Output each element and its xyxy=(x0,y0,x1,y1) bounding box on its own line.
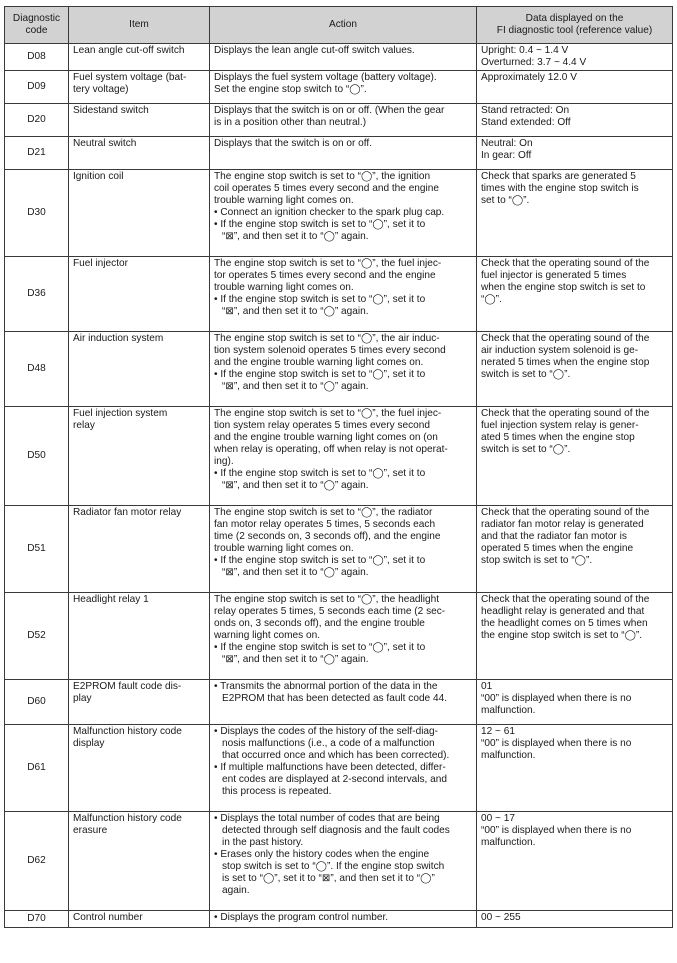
cell-line: Malfunction history code xyxy=(73,726,182,737)
cell-line: in the past history. xyxy=(222,837,304,848)
cell-line: malfunction. xyxy=(481,705,536,716)
diagnostic-code: D62 xyxy=(5,812,69,911)
cell-line: code xyxy=(25,25,48,36)
cell-line: Action xyxy=(328,19,358,30)
action-cell xyxy=(210,911,477,928)
cell-line: “00” is displayed when there is no xyxy=(481,738,632,749)
cell-line: this process is repeated. xyxy=(222,786,332,797)
cell-line: onds on, 3 seconds off), and the engine trouble xyxy=(214,618,425,629)
data-cell xyxy=(477,911,673,928)
cell-line: malfunction. xyxy=(481,750,536,761)
action-cell xyxy=(210,812,477,911)
action-cell xyxy=(210,71,477,104)
cell-line: • Connect an ignition checker to the spark plug cap. xyxy=(214,207,445,218)
cell-line: erasure xyxy=(73,825,108,836)
cell-line: is set to “◯”, set it to “⊠”, and then set it to “◯” xyxy=(222,873,435,884)
cell-line: fuel injector is generated 5 times xyxy=(481,270,627,281)
cell-line: nosis malfunctions (i.e., a code of a malfunction xyxy=(222,738,435,749)
data-cell xyxy=(477,407,673,506)
table-body xyxy=(5,44,673,928)
cell-line: play xyxy=(73,693,92,704)
header-action xyxy=(210,7,477,44)
cell-line: tery voltage) xyxy=(73,84,129,95)
cell-line: Set the engine stop switch to “◯”. xyxy=(214,84,367,95)
cell-line: radiator fan motor relay is generated xyxy=(481,519,644,530)
cell-line: operated 5 times when the engine xyxy=(481,543,634,554)
cell-line: warning light comes on. xyxy=(214,630,321,641)
cell-line: ent codes are displayed at 2-second intervals, and xyxy=(222,774,448,785)
cell-line: switch is set to “◯”. xyxy=(481,444,571,455)
diagnostic-code: D61 xyxy=(5,725,69,812)
diagnostic-code: D21 xyxy=(5,137,69,170)
cell-line: The engine stop switch is set to “◯”, the radiator xyxy=(214,507,433,518)
cell-line: headlight relay is generated and that xyxy=(481,606,645,617)
item-cell xyxy=(69,257,210,332)
cell-line: Upright: 0.4 ~ 1.4 V xyxy=(481,45,569,56)
data-cell xyxy=(477,725,673,812)
cell-line: The engine stop switch is set to “◯”, the headlight xyxy=(214,594,440,605)
cell-line: the headlight comes on 5 times when xyxy=(481,618,648,629)
cell-line: “⊠”, and then set it to “◯” again. xyxy=(222,381,369,392)
cell-line: Check that the operating sound of the xyxy=(481,594,650,605)
cell-line: 00 ~ 255 xyxy=(481,912,521,923)
action-cell xyxy=(210,137,477,170)
cell-line: “⊠”, and then set it to “◯” again. xyxy=(222,654,369,665)
table-row xyxy=(5,506,673,593)
data-cell xyxy=(477,812,673,911)
cell-line: Ignition coil xyxy=(73,171,124,182)
data-cell xyxy=(477,137,673,170)
diagnostic-table xyxy=(4,6,673,928)
cell-line: Fuel injection system xyxy=(73,408,168,419)
cell-line: again. xyxy=(222,885,250,896)
cell-line: air induction system solenoid is ge- xyxy=(481,345,639,356)
cell-line: “⊠”, and then set it to “◯” again. xyxy=(222,480,369,491)
item-cell xyxy=(69,407,210,506)
action-cell xyxy=(210,680,477,725)
cell-line: 01 xyxy=(481,681,493,692)
table-row xyxy=(5,137,673,170)
cell-line: Check that sparks are generated 5 xyxy=(481,171,636,182)
item-cell xyxy=(69,332,210,407)
cell-line: Air induction system xyxy=(73,333,164,344)
cell-line: nerated 5 times when the engine stop xyxy=(481,357,650,368)
cell-line: FI diagnostic tool (reference value) xyxy=(496,25,653,36)
cell-line: Stand retracted: On xyxy=(481,105,570,116)
cell-line: that occurred once and which has been corrected). xyxy=(222,750,450,761)
cell-line: relay xyxy=(73,420,95,431)
table-row xyxy=(5,170,673,257)
item-cell xyxy=(69,104,210,137)
cell-line: Item xyxy=(129,19,149,30)
cell-line: Displays the fuel system voltage (battery voltage). xyxy=(214,72,437,83)
cell-line: “00” is displayed when there is no xyxy=(481,825,632,836)
item-cell xyxy=(69,680,210,725)
data-cell xyxy=(477,593,673,680)
diagnostic-code: D08 xyxy=(5,44,69,71)
cell-line: • Erases only the history codes when the engine xyxy=(214,849,430,860)
cell-line: Radiator fan motor relay xyxy=(73,507,182,518)
cell-line: Check that the operating sound of the xyxy=(481,333,650,344)
table-row xyxy=(5,71,673,104)
cell-line: The engine stop switch is set to “◯”, the fuel injec- xyxy=(214,258,442,269)
item-cell xyxy=(69,170,210,257)
cell-line: The engine stop switch is set to “◯”, the air induc- xyxy=(214,333,440,344)
action-cell xyxy=(210,593,477,680)
item-cell xyxy=(69,137,210,170)
cell-line: tion system relay operates 5 times every second xyxy=(214,420,430,431)
cell-line: • If the engine stop switch is set to “◯”, set it to xyxy=(214,369,426,380)
cell-line: ated 5 times when the engine stop xyxy=(481,432,635,443)
cell-line: stop switch is set to “◯”. If the engine stop switch xyxy=(222,861,445,872)
cell-line: Overturned: 3.7 ~ 4.4 V xyxy=(481,57,587,68)
action-cell xyxy=(210,506,477,593)
table-row xyxy=(5,332,673,407)
cell-line: tion system solenoid operates 5 times every second xyxy=(214,345,446,356)
cell-line: is in a position other than neutral.) xyxy=(214,117,367,128)
cell-line: E2PROM fault code dis- xyxy=(73,681,182,692)
cell-line: Check that the operating sound of the xyxy=(481,258,650,269)
table-row xyxy=(5,407,673,506)
table-row xyxy=(5,104,673,137)
cell-line: relay operates 5 times, 5 seconds each time (2 sec- xyxy=(214,606,446,617)
header-data xyxy=(477,7,673,44)
cell-line: fan motor relay operates 5 times, 5 seconds each xyxy=(214,519,436,530)
data-cell xyxy=(477,170,673,257)
cell-line: when the engine stop switch is set to xyxy=(481,282,646,293)
data-cell xyxy=(477,506,673,593)
table-row xyxy=(5,44,673,71)
cell-line: • Displays the total number of codes that are being xyxy=(214,813,440,824)
cell-line: Stand extended: Off xyxy=(481,117,571,128)
diagnostic-code: D20 xyxy=(5,104,69,137)
cell-line: “⊠”, and then set it to “◯” again. xyxy=(222,306,369,317)
cell-line: Check that the operating sound of the xyxy=(481,408,650,419)
item-cell xyxy=(69,506,210,593)
cell-line: Neutral: On xyxy=(481,138,533,149)
cell-line: Fuel injector xyxy=(73,258,128,269)
diagnostic-code: D36 xyxy=(5,257,69,332)
item-cell xyxy=(69,71,210,104)
cell-line: “⊠”, and then set it to “◯” again. xyxy=(222,567,369,578)
cell-line: E2PROM that has been detected as fault code 44. xyxy=(222,693,448,704)
cell-line: Displays the lean angle cut-off switch values. xyxy=(214,45,415,56)
diagnostic-code: D51 xyxy=(5,506,69,593)
cell-line: ing). xyxy=(214,456,234,467)
diagnostic-code: D70 xyxy=(5,911,69,928)
cell-line: The engine stop switch is set to “◯”, the ignition xyxy=(214,171,431,182)
cell-line: the engine stop switch is set to “◯”. xyxy=(481,630,643,641)
cell-line: trouble warning light comes on. xyxy=(214,282,354,293)
action-cell xyxy=(210,725,477,812)
cell-line: detected through self diagnosis and the fault codes xyxy=(222,825,450,836)
cell-line: times with the engine stop switch is xyxy=(481,183,639,194)
item-cell xyxy=(69,593,210,680)
cell-line: Displays that the switch is on or off. xyxy=(214,138,373,149)
action-cell xyxy=(210,104,477,137)
cell-line: and the engine trouble warning light comes on (on xyxy=(214,432,438,443)
cell-line: and the engine trouble warning light comes on. xyxy=(214,357,424,368)
cell-line: The engine stop switch is set to “◯”, the fuel injec- xyxy=(214,408,442,419)
table-row xyxy=(5,257,673,332)
cell-line: Control number xyxy=(73,912,143,923)
cell-line: • If the engine stop switch is set to “◯”, set it to xyxy=(214,468,426,479)
data-cell xyxy=(477,680,673,725)
cell-line: Lean angle cut-off switch xyxy=(73,45,185,56)
header-code xyxy=(5,7,69,44)
cell-line: “00” is displayed when there is no xyxy=(481,693,632,704)
cell-line: 00 ~ 17 xyxy=(481,813,515,824)
cell-line: trouble warning light comes on. xyxy=(214,195,354,206)
diagnostic-code: D50 xyxy=(5,407,69,506)
action-cell xyxy=(210,44,477,71)
cell-line: fuel injection system relay is gener- xyxy=(481,420,639,431)
cell-line: “⊠”, and then set it to “◯” again. xyxy=(222,231,369,242)
item-cell xyxy=(69,911,210,928)
cell-line: Data displayed on the xyxy=(525,13,624,24)
item-cell xyxy=(69,812,210,911)
table-row xyxy=(5,911,673,928)
data-cell xyxy=(477,44,673,71)
table-row xyxy=(5,680,673,725)
cell-line: malfunction. xyxy=(481,837,536,848)
cell-line: set to “◯”. xyxy=(481,195,530,206)
cell-line: • Transmits the abnormal portion of the data in the xyxy=(214,681,438,692)
cell-line: In gear: Off xyxy=(481,150,532,161)
cell-line: when relay is operating, off when relay is not operat- xyxy=(214,444,448,455)
cell-line: 12 ~ 61 xyxy=(481,726,515,737)
cell-line: coil operates 5 times every second and the engine xyxy=(214,183,440,194)
cell-line: Malfunction history code xyxy=(73,813,182,824)
table-row xyxy=(5,593,673,680)
table-row xyxy=(5,812,673,911)
cell-line: Neutral switch xyxy=(73,138,137,149)
action-cell xyxy=(210,407,477,506)
action-cell xyxy=(210,257,477,332)
data-cell xyxy=(477,104,673,137)
diagnostic-code: D09 xyxy=(5,71,69,104)
cell-line: Check that the operating sound of the xyxy=(481,507,650,518)
cell-line: “◯”. xyxy=(481,294,502,305)
data-cell xyxy=(477,257,673,332)
diagnostic-code: D60 xyxy=(5,680,69,725)
diagnostic-code: D30 xyxy=(5,170,69,257)
cell-line: • If the engine stop switch is set to “◯”, set it to xyxy=(214,642,426,653)
table-row xyxy=(5,725,673,812)
cell-line: • If the engine stop switch is set to “◯”, set it to xyxy=(214,219,426,230)
item-cell xyxy=(69,44,210,71)
cell-line: time (2 seconds on, 3 seconds off), and the engine xyxy=(214,531,441,542)
action-cell xyxy=(210,170,477,257)
data-cell xyxy=(477,332,673,407)
diagnostic-code: D52 xyxy=(5,593,69,680)
cell-line: trouble warning light comes on. xyxy=(214,543,354,554)
cell-line: • If multiple malfunctions have been detected, differ- xyxy=(214,762,446,773)
cell-line: • Displays the program control number. xyxy=(214,912,389,923)
header-row xyxy=(5,7,673,44)
cell-line: • If the engine stop switch is set to “◯”, set it to xyxy=(214,294,426,305)
diagnostic-code: D48 xyxy=(5,332,69,407)
cell-line: • If the engine stop switch is set to “◯”, set it to xyxy=(214,555,426,566)
item-cell xyxy=(69,725,210,812)
cell-line: display xyxy=(73,738,105,749)
data-cell xyxy=(477,71,673,104)
cell-line: and that the radiator fan motor is xyxy=(481,531,627,542)
cell-line: Fuel system voltage (bat- xyxy=(73,72,187,83)
cell-line: Headlight relay 1 xyxy=(73,594,149,605)
header-item xyxy=(69,7,210,44)
cell-line: Sidestand switch xyxy=(73,105,149,116)
cell-line: Diagnostic xyxy=(12,13,61,24)
action-cell xyxy=(210,332,477,407)
cell-line: Displays that the switch is on or off. (When the gear xyxy=(214,105,445,116)
cell-line: • Displays the codes of the history of the self-diag- xyxy=(214,726,439,737)
cell-line: tor operates 5 times every second and the engine xyxy=(214,270,436,281)
cell-line: Approximately 12.0 V xyxy=(481,72,577,83)
cell-line: stop switch is set to “◯”. xyxy=(481,555,593,566)
cell-line: switch is set to “◯”. xyxy=(481,369,571,380)
